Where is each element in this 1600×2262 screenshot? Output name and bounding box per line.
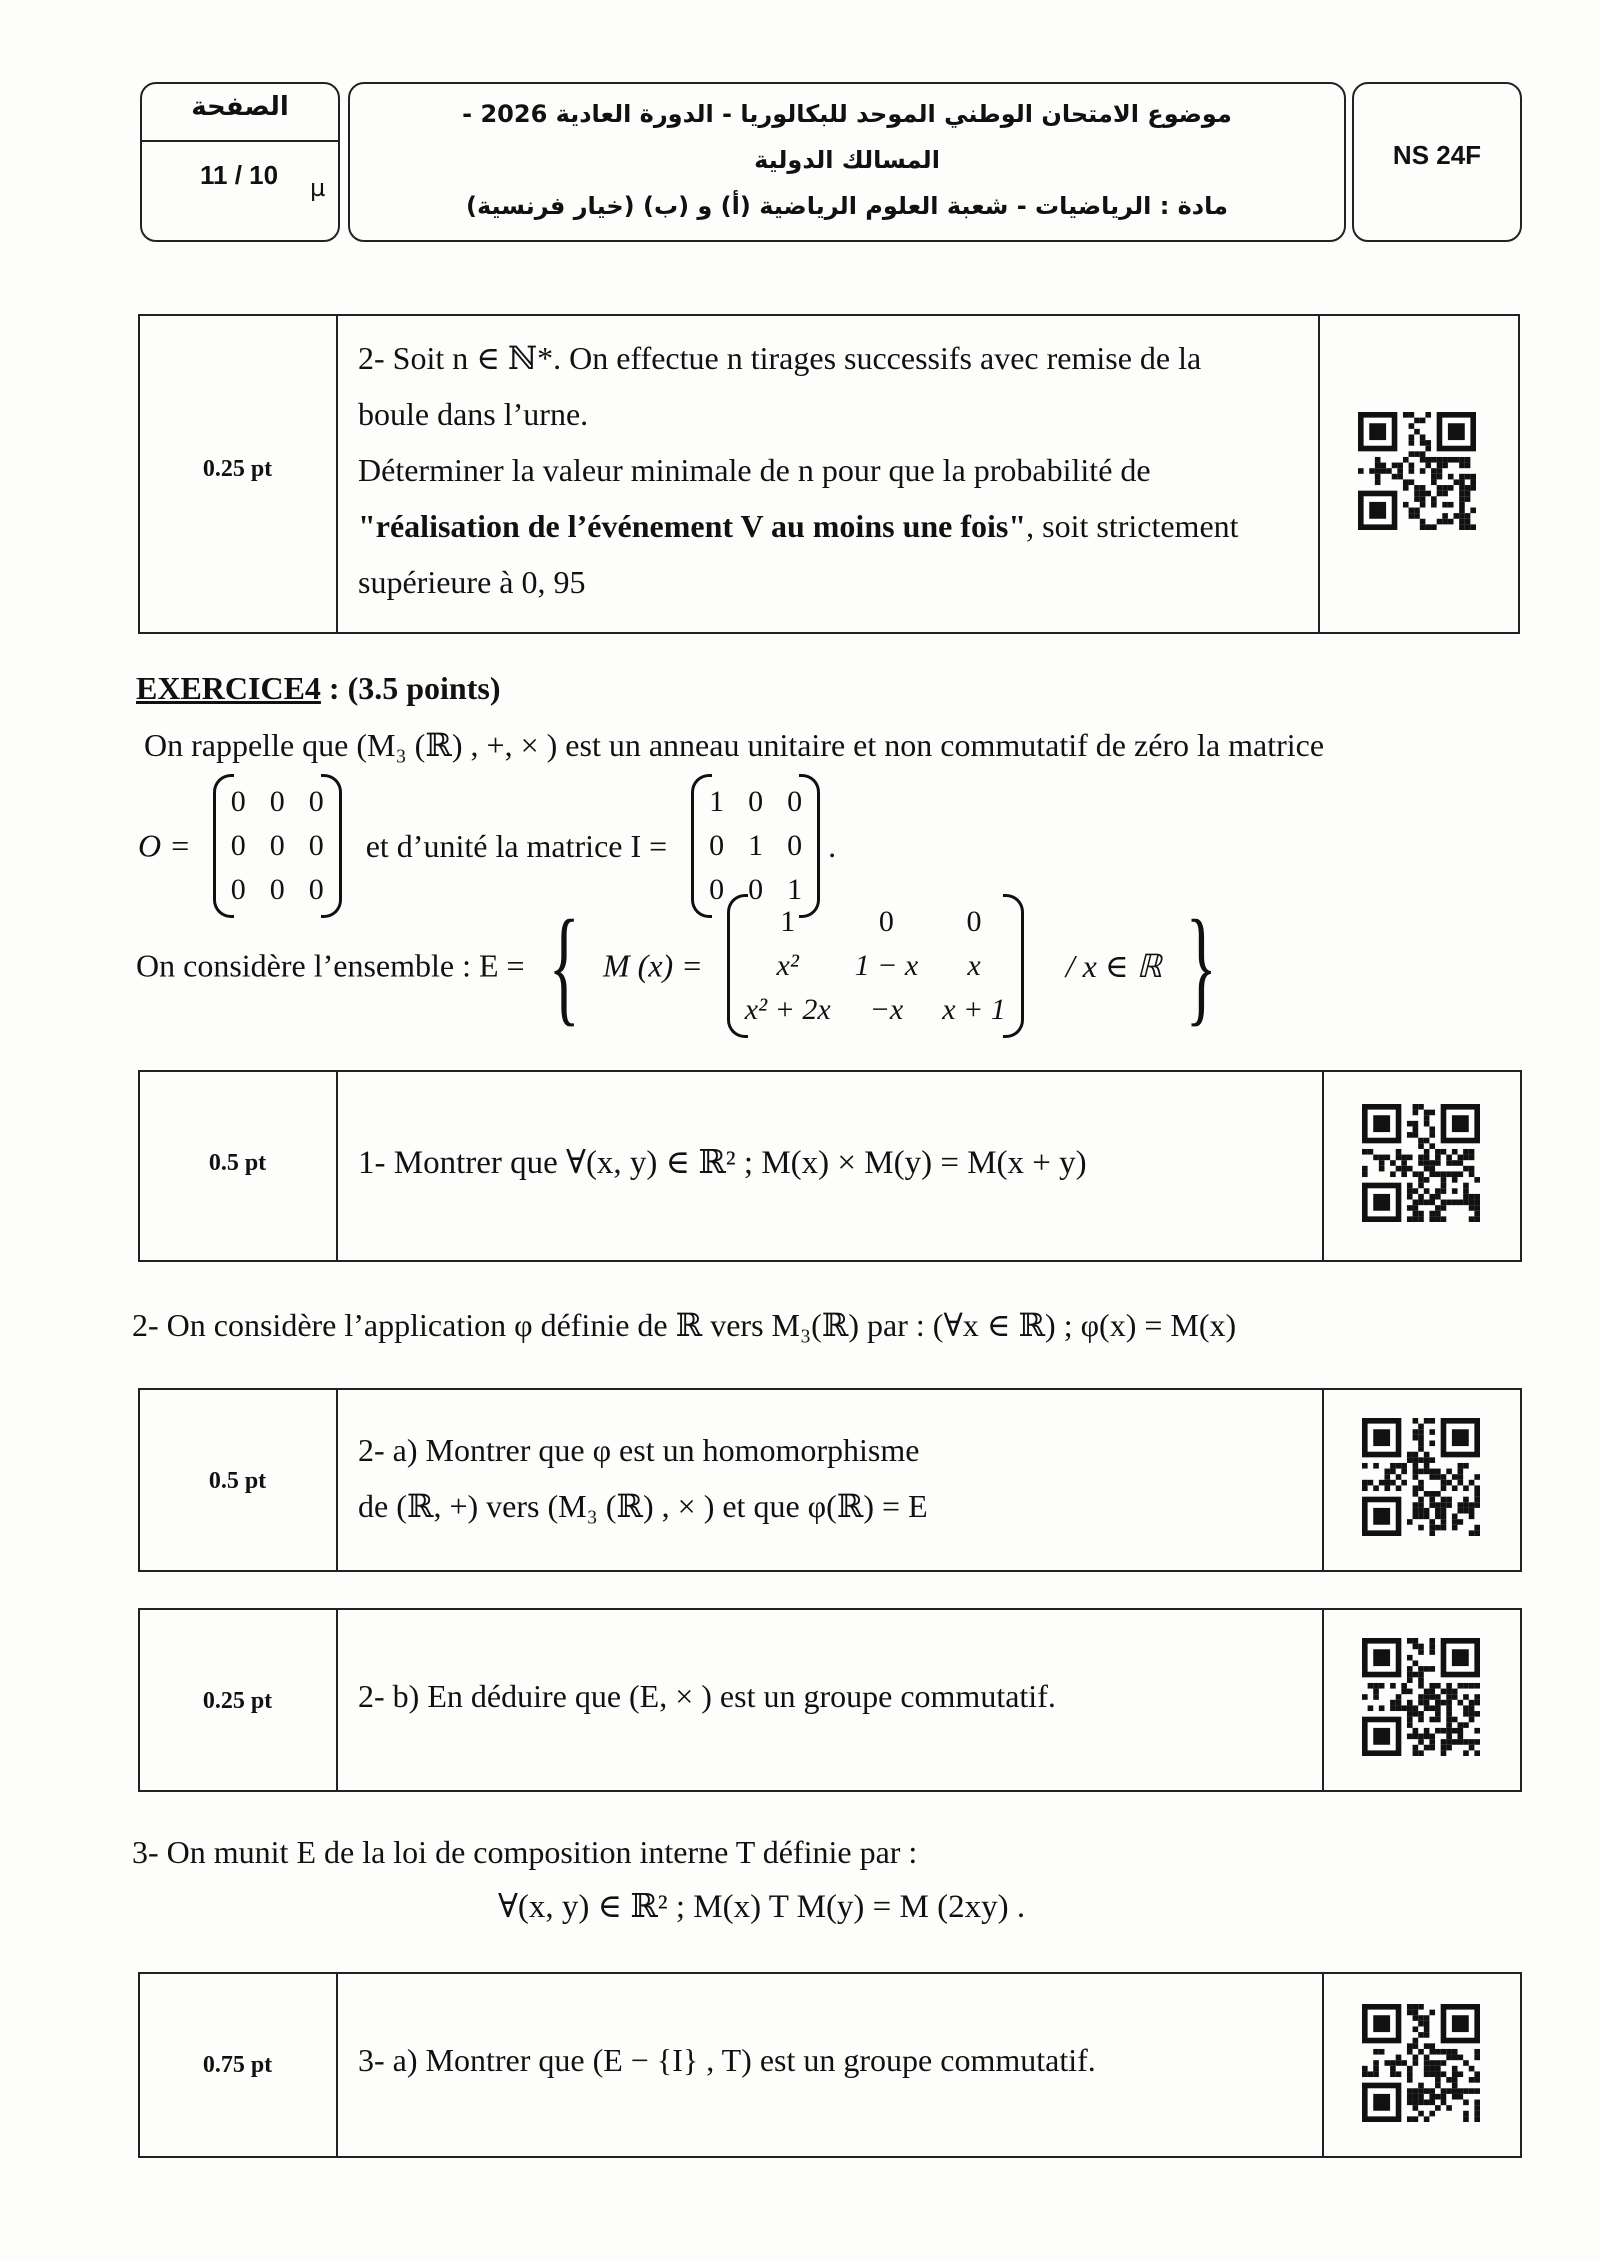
qr-code-icon [1362,1638,1480,1756]
set-definition-row [136,894,1232,1050]
question-line-1: 2- Soit n ∈ ℕ*. On effectue n tirages successifs avec remise de la [358,340,1202,376]
points-divider [336,1070,338,1262]
header-line-3: مادة : الرياضيات - شعبة العلوم الرياضية (أ) و (ب) (خيار فرنسية) [465,192,1228,220]
matrix-cell: x [967,949,981,982]
matrix-cell: 0 [308,873,324,906]
right-paren [321,774,342,918]
points-label: 0.75 pt [202,2052,273,2078]
left-paren [213,774,234,918]
matrix-row [733,900,1018,944]
m-label: M (x) = [603,947,703,984]
question-line-3: Déterminer la valeur minimale de n pour que la probabilité de [358,452,1151,488]
matrix-cell: 0 [787,785,803,818]
part-3-line-1: 3- On munit E de la loi de composition interne T définie par : [132,1834,918,1870]
question-line-2: de (ℝ, +) vers (M₃ (ℝ) , × ) et que φ(ℝ) = E [358,1488,928,1524]
qr-code-icon [1362,1418,1480,1536]
page-number-divider [142,140,338,142]
qr-divider [1322,1388,1324,1572]
exercise-heading [136,670,500,707]
set-condition: / x ∈ ℝ [1065,948,1162,984]
matrix-row [733,944,1018,988]
matrix-cell: 0 [230,829,246,862]
right-paren [1003,894,1024,1038]
matrix-cell: x² [776,949,799,982]
points-divider [336,314,338,634]
question-text: 3- a) Montrer que (E − {I} , T) est un groupe commutatif. [358,2042,1096,2078]
header-line-1: موضوع الامتحان الوطني الموحد للبكالوريا - الدورة العادية 2026 - [462,100,1232,128]
matrix-cell: 1 [709,785,725,818]
question-line-4 [358,498,1239,554]
matrix-cell: 0 [787,829,803,862]
page-mark: µ [310,174,326,202]
matrix-cell: 1 [787,873,803,906]
left-paren [691,774,712,918]
points-divider [336,1388,338,1572]
question-line-1: 2- a) Montrer que φ est un homomorphisme [358,1432,920,1468]
zero-matrix-label: O = [138,827,191,864]
matrix-cell: 0 [748,873,764,906]
points-divider [336,1608,338,1792]
question-text [358,1422,928,1534]
qr-code-icon [1362,2004,1480,2122]
qr-divider [1322,1608,1324,1792]
matrix-cell: 1 [780,905,796,938]
page-label: الصفحة [191,92,289,122]
right-brace-icon: } [1185,894,1217,1038]
points-label: 0.25 pt [202,456,273,482]
sentence-dot: . [828,827,837,864]
matrix-cell: 0 [230,785,246,818]
identity-matrix [697,780,814,912]
matrix-cell: 0 [308,785,324,818]
m-matrix [733,900,1018,1032]
matrix-cell: 0 [230,873,246,906]
matrix-entries [697,780,814,912]
left-paren [727,894,748,1038]
left-brace-icon: { [548,894,580,1038]
matrix-row [733,988,1018,1032]
set-intro: On considère l’ensemble : E = [136,947,525,984]
matrix-cell: 1 − x [854,949,919,982]
exercise-title: EXERCICE4 [136,670,321,706]
exam-code: NS 24F [1392,140,1482,170]
matrix-cell: 0 [878,905,894,938]
right-paren [799,774,820,918]
points-label: 0.5 pt [208,1468,267,1494]
part-2-intro: 2- On considère l’application φ définie de ℝ vers M₃(ℝ) par : (∀x ∈ ℝ) ; φ(x) = M(x) [132,1307,1237,1343]
header-line-2: المسالك الدولية [754,146,940,174]
zero-matrix-row [138,780,837,906]
question-line-5: supérieure à 0, 95 [358,564,586,600]
matrix-cell: 0 [709,873,725,906]
qr-code-icon [1358,412,1476,530]
zero-matrix [219,780,336,912]
matrix-cell: x + 1 [942,993,1006,1026]
matrix-cell: 0 [269,785,285,818]
matrix-cell: 0 [269,873,285,906]
matrix-cell: 0 [966,905,982,938]
qr-divider [1318,314,1320,634]
matrix-row [219,824,336,868]
part-3-line-2: ∀(x, y) ∈ ℝ² ; M(x) T M(y) = M (2xy) . [498,1889,1026,1925]
qr-divider [1322,1070,1324,1262]
question-line-4-rest: , soit strictement [1026,508,1239,544]
matrix-row [697,824,814,868]
matrix-cell: −x [869,993,904,1026]
matrix-cell: 0 [308,829,324,862]
points-label: 0.5 pt [208,1150,267,1176]
matrix-cell: x² + 2x [744,993,831,1026]
question-text [358,330,1239,610]
matrix-cell: 0 [748,785,764,818]
page-number: 11 / 10 [200,160,279,190]
matrix-entries [219,780,336,912]
exercise-points: : (3.5 points) [320,670,501,706]
question-text: 2- b) En déduire que (E, × ) est un groupe commutatif. [358,1678,1056,1714]
qr-divider [1322,1972,1324,2158]
question-text: 1- Montrer que ∀(x, y) ∈ ℝ² ; M(x) × M(y) = M(x + y) [358,1145,1087,1181]
exercise-intro: On rappelle que (M₃ (ℝ) , +, × ) est un anneau unitaire et non commutatif de zéro la matrice [144,727,1325,763]
matrix-cell: 0 [269,829,285,862]
points-divider [336,1972,338,2158]
matrix-entries [733,900,1018,1032]
question-line-2: boule dans l’urne. [358,396,589,432]
points-label: 0.25 pt [202,1688,273,1714]
matrix-cell: 1 [748,829,764,862]
matrix-row [697,780,814,824]
qr-code-icon [1362,1104,1480,1222]
matrix-row [219,780,336,824]
unit-text: et d’unité la matrice I = [365,827,668,864]
matrix-cell: 0 [709,829,725,862]
event-phrase: "réalisation de l’événement V au moins une fois" [358,508,1027,544]
